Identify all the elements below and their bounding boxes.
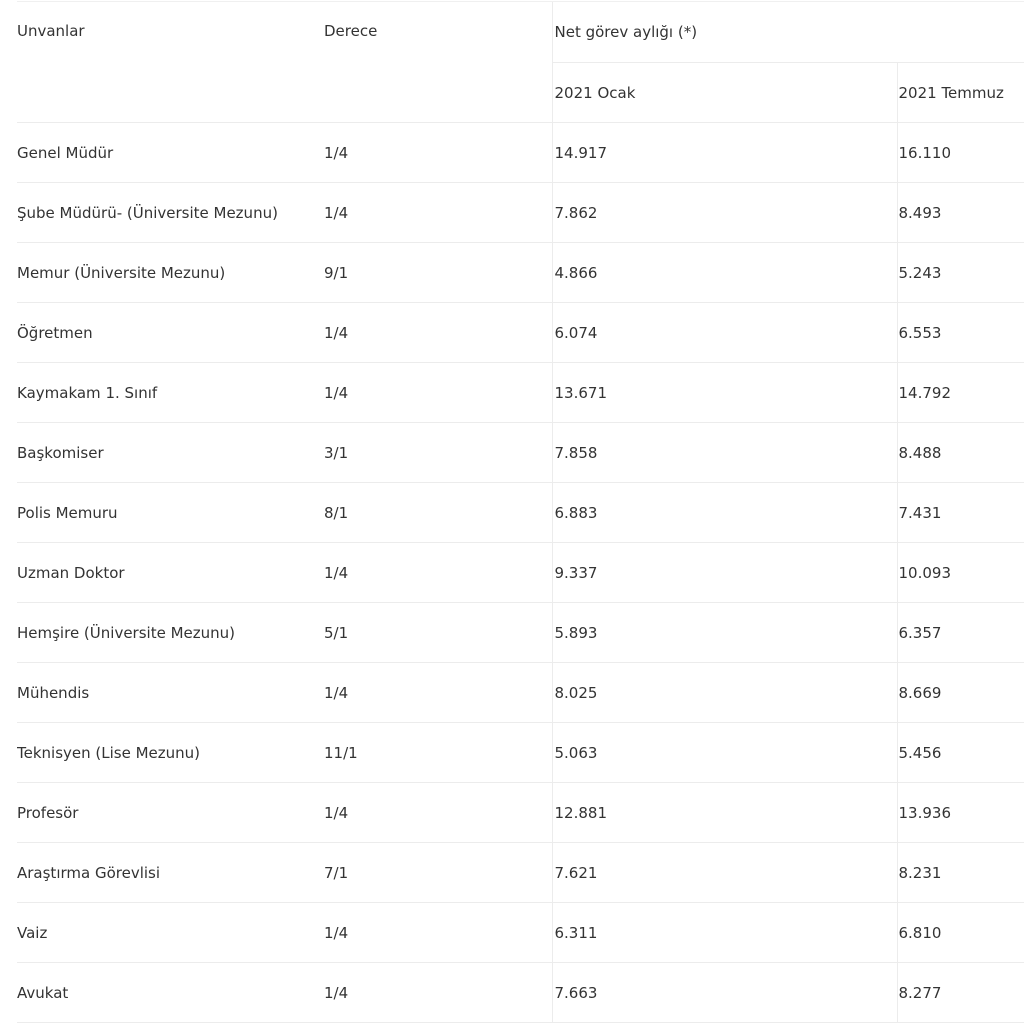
cell-derece: 8/1	[323, 483, 552, 543]
header-net-gorev-ayligi: Net görev aylığı (*)	[552, 2, 1024, 63]
cell-2021-temmuz: 5.243	[897, 243, 1024, 303]
cell-unvan: Teknisyen (Lise Mezunu)	[17, 723, 323, 783]
table-row	[17, 243, 1024, 303]
table-row	[17, 723, 1024, 783]
cell-unvan: Mühendis	[17, 663, 323, 723]
cell-2021-temmuz: 8.277	[897, 963, 1024, 1023]
cell-unvan: Vaiz	[17, 903, 323, 963]
cell-2021-ocak: 5.063	[552, 723, 897, 783]
cell-2021-ocak: 6.883	[552, 483, 897, 543]
cell-derece: 9/1	[323, 243, 552, 303]
cell-derece: 1/4	[323, 783, 552, 843]
cell-unvan: Polis Memuru	[17, 483, 323, 543]
cell-2021-temmuz: 13.936	[897, 783, 1024, 843]
cell-2021-ocak: 4.866	[552, 243, 897, 303]
table-row	[17, 903, 1024, 963]
table-row	[17, 543, 1024, 603]
table-row	[17, 123, 1024, 183]
cell-unvan: Genel Müdür	[17, 123, 323, 183]
table-row	[17, 303, 1024, 363]
cell-2021-ocak: 6.074	[552, 303, 897, 363]
table-row	[17, 663, 1024, 723]
cell-derece: 1/4	[323, 903, 552, 963]
cell-2021-ocak: 8.025	[552, 663, 897, 723]
table-row	[17, 423, 1024, 483]
cell-2021-temmuz: 8.669	[897, 663, 1024, 723]
cell-2021-temmuz: 6.810	[897, 903, 1024, 963]
cell-unvan: Öğretmen	[17, 303, 323, 363]
cell-2021-ocak: 14.917	[552, 123, 897, 183]
cell-unvan: Memur (Üniversite Mezunu)	[17, 243, 323, 303]
cell-derece: 5/1	[323, 603, 552, 663]
cell-unvan: Araştırma Görevlisi	[17, 843, 323, 903]
cell-2021-temmuz: 8.493	[897, 183, 1024, 243]
cell-2021-ocak: 7.663	[552, 963, 897, 1023]
cell-2021-ocak: 7.862	[552, 183, 897, 243]
cell-unvan: Başkomiser	[17, 423, 323, 483]
cell-2021-temmuz: 6.357	[897, 603, 1024, 663]
cell-unvan: Şube Müdürü- (Üniversite Mezunu)	[17, 183, 323, 243]
cell-unvan: Uzman Doktor	[17, 543, 323, 603]
table-row	[17, 603, 1024, 663]
cell-unvan: Avukat	[17, 963, 323, 1023]
table-row	[17, 843, 1024, 903]
header-2021-temmuz: 2021 Temmuz	[897, 63, 1024, 123]
cell-2021-ocak: 7.621	[552, 843, 897, 903]
cell-derece: 1/4	[323, 963, 552, 1023]
table-row	[17, 783, 1024, 843]
header-derece: Derece	[323, 2, 552, 123]
cell-derece: 1/4	[323, 303, 552, 363]
cell-2021-temmuz: 5.456	[897, 723, 1024, 783]
cell-derece: 1/4	[323, 663, 552, 723]
table-body	[17, 123, 1024, 1023]
cell-2021-temmuz: 10.093	[897, 543, 1024, 603]
cell-2021-ocak: 12.881	[552, 783, 897, 843]
cell-derece: 3/1	[323, 423, 552, 483]
header-2021-ocak: 2021 Ocak	[552, 63, 897, 123]
cell-2021-temmuz: 8.488	[897, 423, 1024, 483]
cell-2021-ocak: 6.311	[552, 903, 897, 963]
cell-2021-temmuz: 16.110	[897, 123, 1024, 183]
cell-derece: 1/4	[323, 543, 552, 603]
cell-2021-temmuz: 14.792	[897, 363, 1024, 423]
cell-2021-temmuz: 6.553	[897, 303, 1024, 363]
cell-2021-temmuz: 8.231	[897, 843, 1024, 903]
table-row	[17, 963, 1024, 1023]
cell-derece: 1/4	[323, 183, 552, 243]
cell-unvan: Kaymakam 1. Sınıf	[17, 363, 323, 423]
cell-derece: 1/4	[323, 363, 552, 423]
table-row	[17, 483, 1024, 543]
table-header	[17, 2, 1024, 123]
table-row	[17, 183, 1024, 243]
cell-2021-ocak: 9.337	[552, 543, 897, 603]
cell-2021-ocak: 5.893	[552, 603, 897, 663]
cell-2021-ocak: 13.671	[552, 363, 897, 423]
cell-derece: 7/1	[323, 843, 552, 903]
cell-unvan: Profesör	[17, 783, 323, 843]
table-row	[17, 363, 1024, 423]
cell-2021-temmuz: 7.431	[897, 483, 1024, 543]
cell-unvan: Hemşire (Üniversite Mezunu)	[17, 603, 323, 663]
cell-2021-ocak: 7.858	[552, 423, 897, 483]
cell-derece: 1/4	[323, 123, 552, 183]
header-unvanlar: Unvanlar	[17, 2, 323, 123]
header-row-top	[17, 2, 1024, 63]
salary-table	[17, 1, 1024, 1023]
cell-derece: 11/1	[323, 723, 552, 783]
